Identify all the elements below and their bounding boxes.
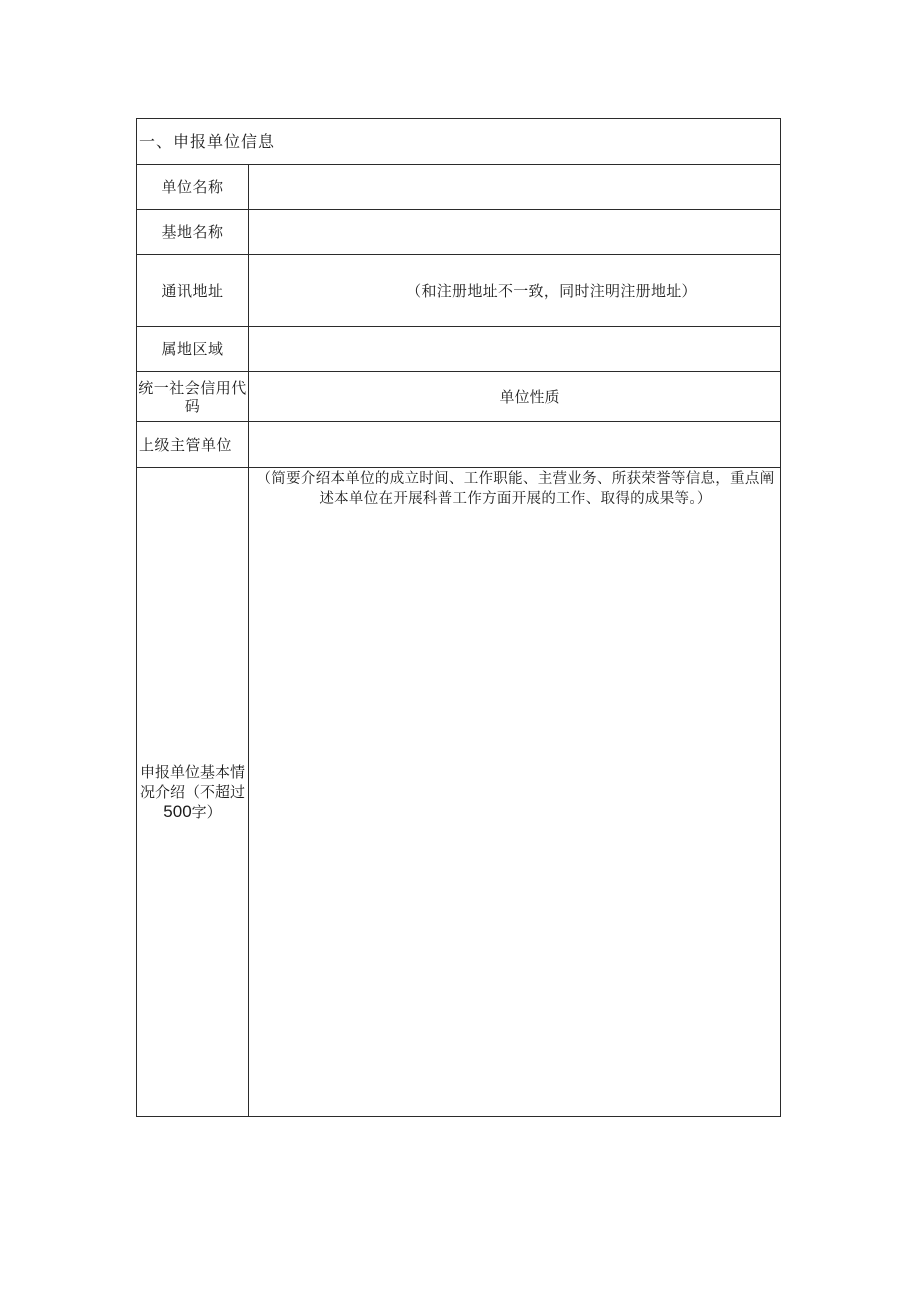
credit-code-label [137, 372, 249, 422]
address-hint: （和注册地址不一致，同时注明注册地址） [406, 281, 697, 300]
section-title: 一、申报单位信息 [137, 119, 781, 165]
supervisor-field[interactable] [249, 422, 781, 468]
base-name-field[interactable] [249, 210, 781, 255]
intro-label-line1: 申报单位基本情 [139, 763, 245, 781]
intro-field[interactable] [249, 468, 781, 1117]
intro-label [137, 468, 249, 1117]
intro-hint: （简要介绍本单位的成立时间、工作职能、主营业务、所获荣誉等信息，重点阐述本单位在开展科普工作方面开展的工作、取得的成果等。） [256, 471, 775, 507]
intro-char-limit: 500 [163, 802, 192, 821]
intro-label-suffix: 字） [191, 803, 222, 821]
supervisor-row [137, 422, 781, 468]
supervisor-label: 上级主管单位 [137, 422, 249, 468]
unit-name-field[interactable] [249, 165, 781, 210]
unit-name-row [137, 165, 781, 210]
region-row [137, 327, 781, 372]
applicant-info-table [136, 118, 781, 1117]
credit-code-field[interactable] [249, 372, 781, 422]
address-label: 通讯地址 [137, 255, 249, 327]
address-field[interactable] [249, 255, 781, 327]
region-field[interactable] [249, 327, 781, 372]
credit-code-label-line2: 码 [184, 396, 201, 415]
base-name-row [137, 210, 781, 255]
credit-code-row [137, 372, 781, 422]
unit-nature-label: 单位性质 [499, 387, 560, 406]
region-label: 属地区域 [137, 327, 249, 372]
base-name-label: 基地名称 [137, 210, 249, 255]
unit-name-label: 单位名称 [137, 165, 249, 210]
intro-row [137, 468, 781, 1117]
intro-label-line2: 况介绍（不超过 [139, 783, 245, 801]
credit-code-label-line1: 统一社会信用代 [138, 378, 247, 397]
address-row [137, 255, 781, 327]
section-header-row [137, 119, 781, 165]
